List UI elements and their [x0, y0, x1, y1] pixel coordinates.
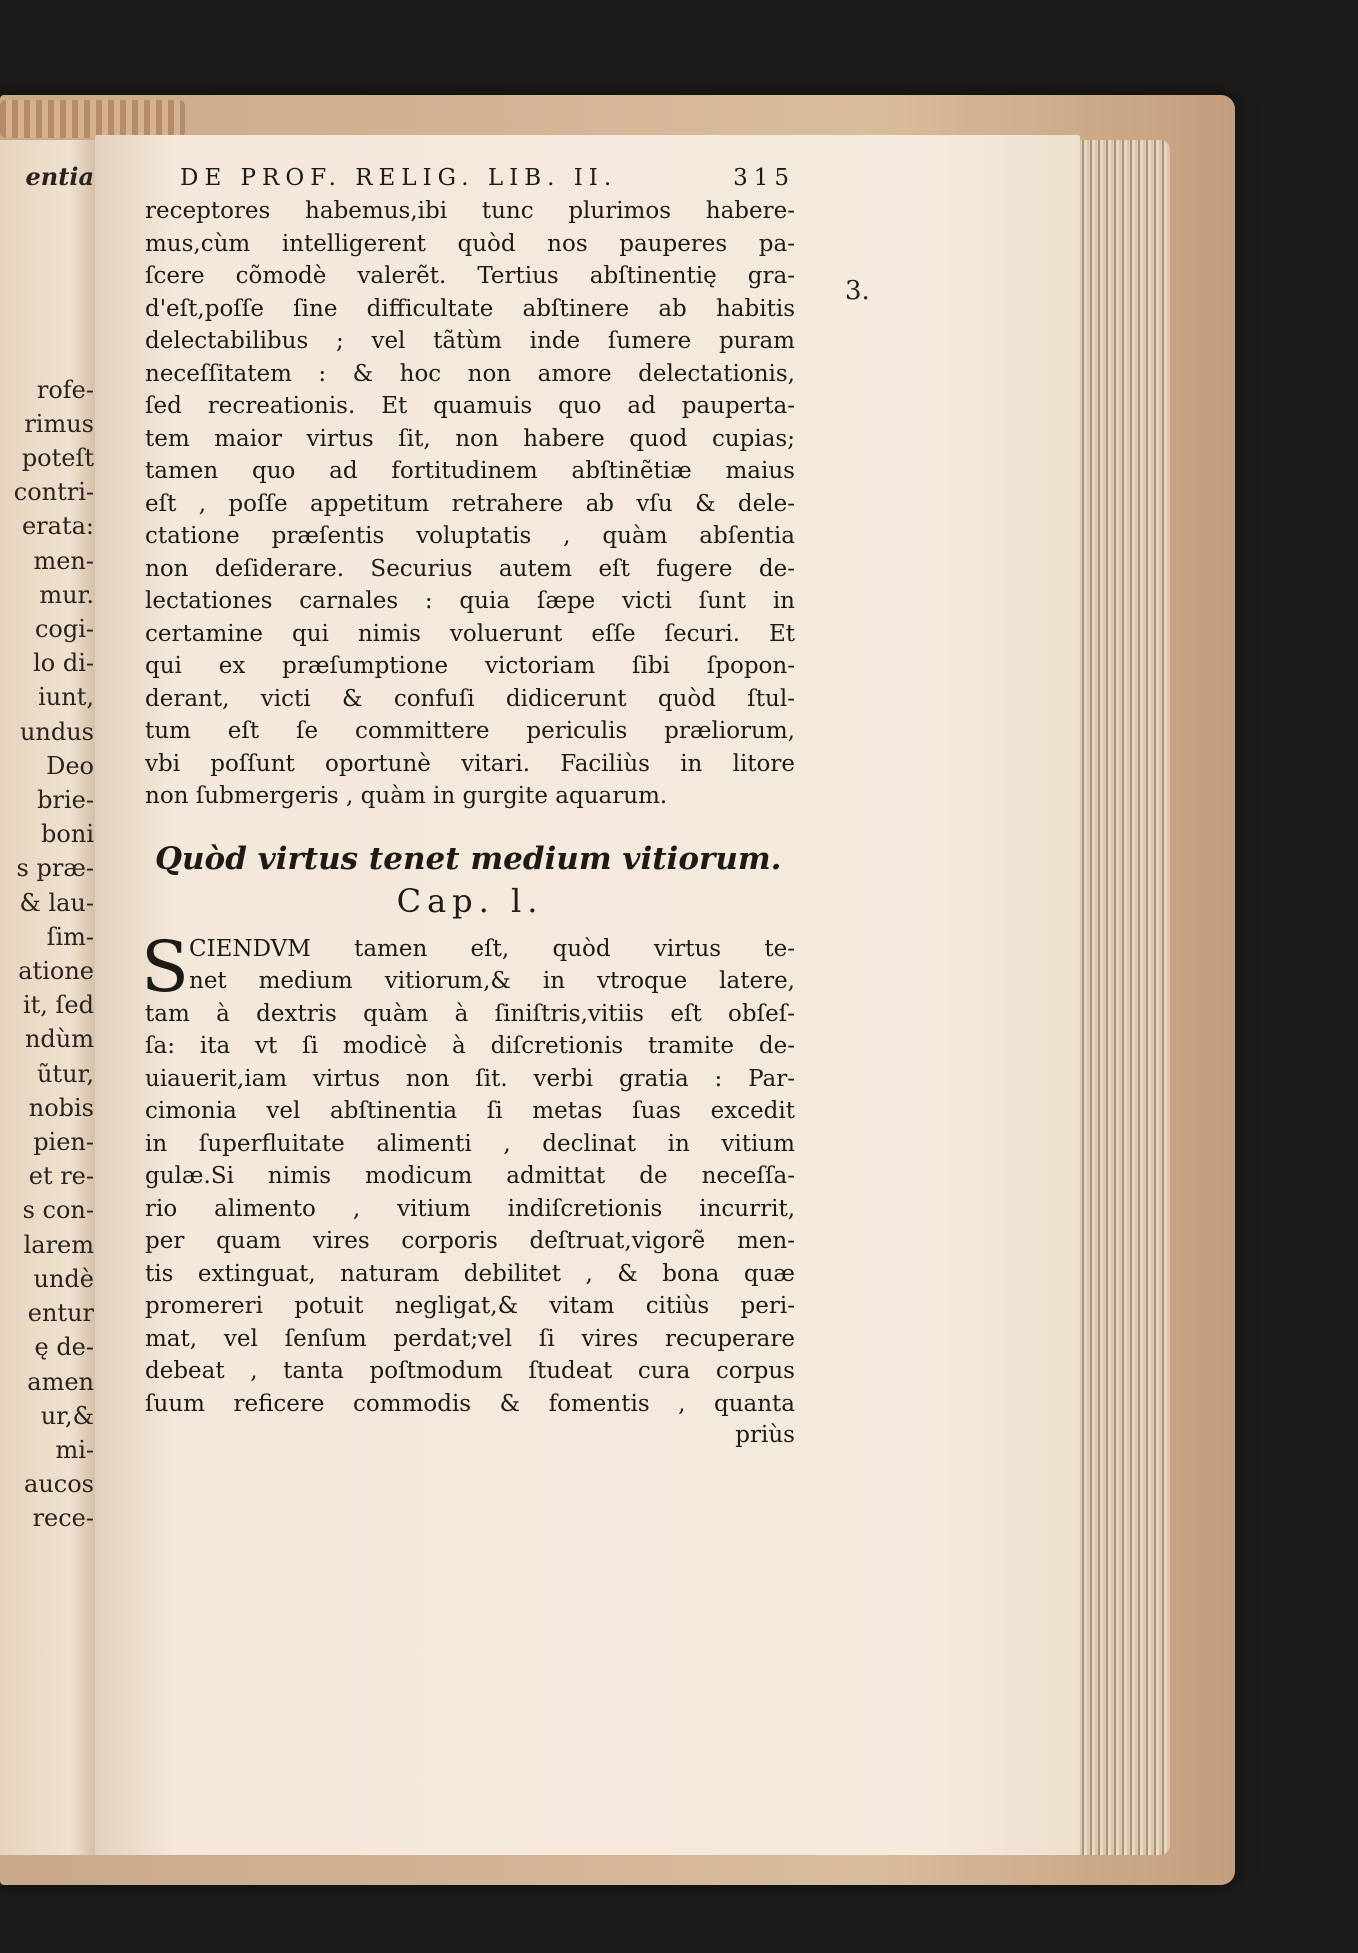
chapter-heading: Quòd virtus tenet medium vitiorum. [155, 840, 782, 877]
left-page-fragment: ſim- [46, 922, 94, 951]
text-line: vbi poſſunt oportunè vitari. Faciliùs in litore [145, 750, 795, 777]
text-line: cimonia vel abſtinentia ſi metas ſuas excedit [145, 1098, 795, 1124]
text-line: per quam vires corporis deſtruat,vigorẽ men- [145, 1228, 795, 1254]
text-line: tamen quo ad fortitudinem abſtinẽtiæ maius [145, 458, 795, 484]
spine-headband [0, 100, 185, 138]
text-line: tem maior virtus ſit, non habere quod cupias; [145, 425, 795, 452]
left-page-fragment: s con- [22, 1196, 94, 1225]
left-page-fragment: cogi- [34, 615, 94, 644]
text-line: ctatione præſentis voluptatis , quàm abſentia [145, 523, 795, 549]
text-line: promereri potuit negligat,& vitam citiùs peri- [145, 1293, 795, 1319]
text-line: ſed recreationis. Et quamuis quo ad pauperta- [145, 393, 795, 419]
left-page-fragment: erata: [21, 512, 94, 541]
text-line: receptores habemus,ibi tunc plurimos habere- [145, 198, 795, 224]
left-page-fragment: contri- [13, 478, 94, 507]
left-page-fragment: lo di- [33, 649, 94, 678]
left-page-fragment: larem [23, 1230, 94, 1259]
paragraph-2-lines [145, 998, 795, 1421]
left-page-fragment: it, ſed [22, 991, 94, 1020]
left-page-fragment: amen [27, 1367, 94, 1396]
left-page-header-fragment: entia [25, 162, 94, 191]
text-line: uiauerit,iam virtus non ſit. verbi gratia : Par- [145, 1065, 795, 1092]
left-page-fragment: pien- [33, 1128, 94, 1157]
text-line: mus,cùm intelligerent quòd nos pauperes pa- [145, 230, 795, 257]
left-page-fragment: rofe- [36, 375, 94, 404]
text-line: CIENDVM tamen eſt, quòd virtus te- [189, 935, 795, 962]
text-line: ſcere cõmodè valerẽt. Tertius abſtinentię gra- [145, 263, 795, 289]
left-page-fragment: ur,& [40, 1401, 94, 1430]
left-page-fragment: undus [19, 717, 94, 746]
text-line: mat, vel ſenſum perdat;vel ſi vires recuperare [145, 1325, 795, 1352]
text-line: lectationes carnales : quia ſæpe victi ſunt in [145, 588, 795, 614]
text-line: certamine qui nimis voluerunt eſſe ſecuri. Et [145, 620, 795, 647]
text-line: rio alimento , vitium indiſcretionis incurrit, [145, 1195, 795, 1222]
left-page-fragment: mi- [55, 1435, 94, 1464]
chapter-number: Cap. l. [396, 881, 544, 920]
left-page-fragment: men- [33, 546, 94, 575]
left-page-fragment: atione [18, 957, 94, 986]
left-page-fragment: ũtur, [36, 1059, 94, 1088]
left-page-margin-text [13, 162, 94, 1604]
marginal-note: 3. [845, 276, 870, 306]
left-page-fragment: aucos [24, 1470, 94, 1499]
text-line: derant, victi & confuſi didicerunt quòd ſtul- [145, 685, 795, 712]
text-line: tam à dextris quàm à ſiniſtris,vitiis eſt obſeſ- [145, 1000, 795, 1027]
text-line: neceſſitatem : & hoc non amore delectationis, [145, 360, 795, 387]
left-page-fragment: undè [33, 1264, 94, 1293]
left-page-fragment: entur [27, 1299, 94, 1328]
running-head-title: DE PROF. RELIG. LIB. II. [180, 165, 618, 191]
text-line: d'eſt,poſſe ſine difficultate abſtinere ab habitis [145, 295, 795, 322]
text-line: debeat , tanta poſtmodum ſtudeat cura corpus [145, 1358, 795, 1384]
left-page-fragment: mur. [39, 580, 94, 609]
running-head [145, 165, 795, 191]
text-line: net medium vitiorum,& in vtroque latere, [189, 968, 795, 994]
left-page-fragment: nobis [28, 1093, 94, 1122]
drop-cap: S [141, 925, 189, 1008]
text-line: delectabilibus ; vel tãtùm inde ſumere puram [145, 328, 795, 354]
left-page-fragment: rece- [32, 1504, 94, 1533]
text-line: non deſiderare. Securius autem eſt fugere de- [145, 555, 795, 582]
paragraph-2 [141, 925, 795, 1421]
text-line: non ſubmergeris , quàm in gurgite aquarum. [145, 783, 668, 809]
left-page-fragment: poteſt [21, 444, 94, 473]
left-page [0, 140, 100, 1855]
page-number: 315 [733, 165, 795, 191]
left-page-fragment: et re- [28, 1162, 94, 1191]
left-page-fragment: boni [41, 820, 94, 849]
text-line: gulæ.Si nimis modicum admittat de neceſſa- [145, 1163, 795, 1189]
text-line: ſa: ita vt ſi modicè à diſcretionis tramite de- [145, 1033, 795, 1059]
text-line: in ſuperfluitate alimenti , declinat in vitium [145, 1130, 795, 1157]
text-line: ſuum reficere commodis & fomentis , quanta [145, 1390, 795, 1417]
left-page-fragment: & lau- [19, 888, 94, 917]
text-line: qui ex præſumptione victoriam ſibi ſpopon- [145, 653, 795, 679]
left-page-fragment: rimus [24, 409, 94, 438]
paragraph-1 [145, 195, 795, 813]
text-line: tis extinguat, naturam debilitet , & bona quæ [145, 1260, 795, 1287]
catchword: priùs [735, 1422, 795, 1448]
left-page-fragment: iunt, [38, 683, 94, 712]
left-page-fragment: s præ- [16, 854, 94, 883]
left-page-fragments [14, 373, 94, 1536]
left-page-fragment: brie- [37, 786, 94, 815]
text-line: eſt , poſſe appetitum retrahere ab vſu & dele- [145, 490, 795, 517]
text-block [141, 165, 795, 1450]
left-page-fragment: ę de- [34, 1333, 94, 1362]
left-page-fragment: Deo [46, 751, 94, 780]
text-line: tum eſt ſe committere periculis præliorum, [145, 718, 795, 744]
left-page-fragment: ndùm [24, 1025, 94, 1054]
